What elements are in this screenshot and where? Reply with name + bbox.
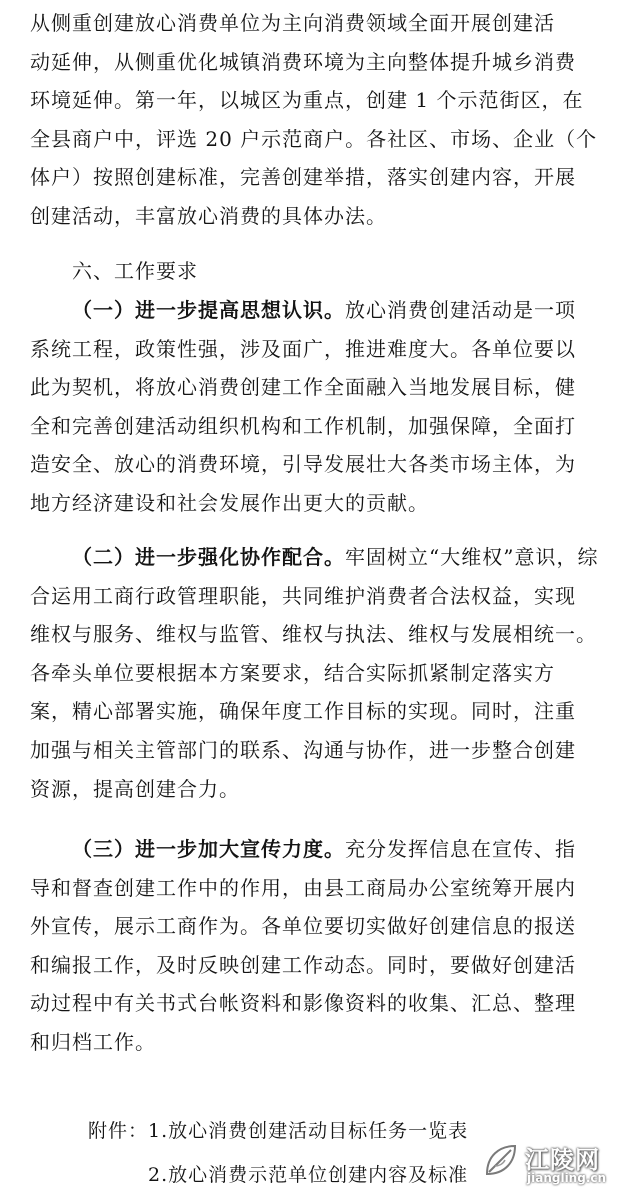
paragraph-line: 全县商户中，评选 20 户示范商户。各社区、市场、企业（个	[30, 126, 598, 151]
paragraph-line: 和编报工作，及时反映创建工作动态。同时，要做好创建活	[30, 952, 576, 977]
requirement-item-2	[30, 538, 615, 808]
paragraph-line: 动过程中有关书式台帐资料和影像资料的收集、汇总、整理	[30, 991, 576, 1016]
section-heading: 六、工作要求	[72, 259, 198, 283]
paragraph-line: 从侧重创建放心消费单位为主向消费领域全面开展创建活	[30, 11, 555, 35]
paragraph-line: 资源，提高创建合力。	[30, 776, 240, 801]
requirement-item-1	[30, 291, 615, 523]
paragraph-line: 地方经济建设和社会发展作出更大的贡献。	[30, 490, 429, 515]
paragraph-line	[30, 538, 615, 577]
leaf-logo-icon	[481, 1140, 521, 1180]
site-watermark	[481, 1130, 631, 1192]
paragraph-line: 系统工程，政策性强，涉及面广，推进难度大。各单位要以	[30, 336, 576, 361]
paragraph-line: 动延伸，从侧重优化城镇消费环境为主向整体提升城乡消费	[30, 49, 576, 74]
paragraph-line: 此为契机，将放心消费创建工作全面融入当地发展目标，健	[30, 375, 576, 400]
item-text: 牢固树立“大维权”意识，综	[345, 545, 599, 569]
attachment-line-2	[148, 1160, 468, 1190]
attachment-item: 2.放心消费示范单位创建内容及标准	[148, 1164, 469, 1186]
paragraph-line: 造安全、放心的消费环境，引导发展壮大各类市场主体，为	[30, 452, 576, 477]
paragraph-line: 案，精心部署实施，确保年度工作目标的实现。同时，注重	[30, 699, 576, 724]
item-text: 充分发挥信息在宣传、指	[345, 837, 576, 861]
attachment-item: 1.放心消费创建活动目标任务一览表	[148, 1120, 469, 1142]
paragraph-line: 全和完善创建活动组织机构和工作机制，加强保障，全面打	[30, 413, 576, 438]
requirement-item-3	[30, 830, 615, 1062]
paragraph-line: 环境延伸。第一年，以城区为重点，创建 1 个示范街区，在	[30, 88, 584, 113]
attachment-label: 附件：	[88, 1120, 149, 1142]
paragraph-line: 维权与服务、维权与监管、维权与执法、维权与发展相统一。	[30, 622, 597, 647]
paragraph-line: 外宣传，展示工商作为。各单位要切实做好创建信息的报送	[30, 914, 576, 939]
paragraph-line: 创建活动，丰富放心消费的具体办法。	[30, 203, 387, 228]
item-title: （一）进一步提高思想认识。	[72, 298, 345, 322]
item-title: （三）进一步加大宣传力度。	[72, 837, 345, 861]
paragraph-line: 各牵头单位要根据本方案要求，结合实际抓紧制定落实方	[30, 660, 555, 685]
watermark-url: jiangling.cn	[527, 1171, 607, 1185]
item-title: （二）进一步强化协作配合。	[72, 545, 345, 569]
paragraph-line: 和归档工作。	[30, 1029, 156, 1054]
attachment-line-1	[88, 1116, 468, 1146]
paragraph-line	[30, 291, 615, 330]
paragraph-line: 体户）按照创建标准，完善创建举措，落实创建内容，开展	[30, 165, 576, 190]
paragraph-line	[30, 830, 615, 869]
watermark-title: 江陵网	[525, 1146, 600, 1174]
paragraph-line: 合运用工商行政管理职能，共同维护消费者合法权益，实现	[30, 583, 576, 608]
paragraph-1	[30, 4, 615, 236]
item-text: 放心消费创建活动是一项	[345, 298, 576, 322]
paragraph-line: 加强与相关主管部门的联系、沟通与协作，进一步整合创建	[30, 737, 576, 762]
paragraph-line: 导和督查创建工作中的作用，由县工商局办公室统筹开展内	[30, 875, 576, 900]
